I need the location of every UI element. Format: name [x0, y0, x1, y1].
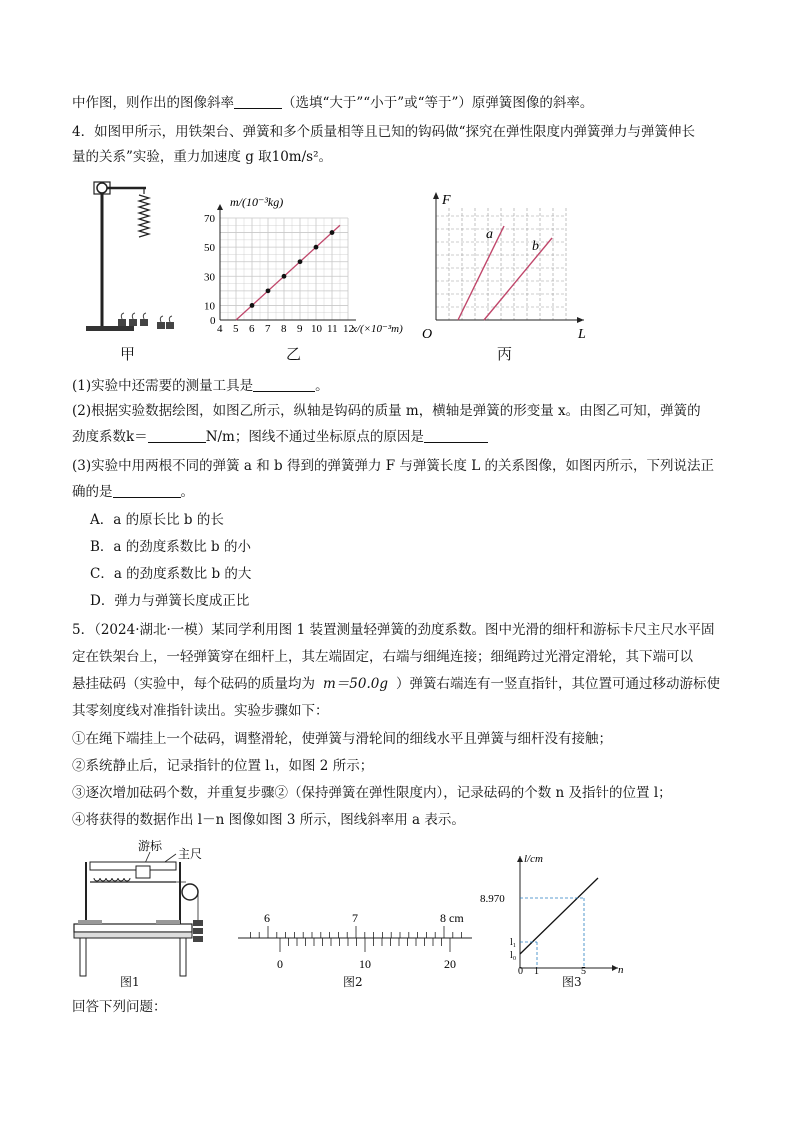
- y-axis-arrow: [433, 192, 439, 199]
- q3-tail-line: [72, 93, 593, 113]
- tick-l1: l₁: [510, 937, 517, 948]
- x-tick-label: 10: [311, 323, 322, 335]
- x-tick-label: 9: [297, 323, 303, 335]
- q5-line2: 定在铁架台上，一轻弹簧穿在细杆上，其左端固定，右端与细绳连接；细绳跨过光滑定滑轮，其下端可以: [72, 649, 693, 665]
- figure-1-caption: 图1: [120, 975, 140, 989]
- y-axis-label: l/cm: [524, 853, 543, 865]
- q5-step-3: ③逐次增加砝码个数，并重复步骤②（保持弹簧在弹性限度内），记录砝码的个数 n 及指针的位置 l；: [72, 785, 672, 801]
- data-line: [520, 878, 598, 954]
- option-c[interactable]: C．a 的劲度系数比 b 的大: [90, 566, 252, 582]
- origin-label: O: [422, 327, 433, 342]
- y-axis-label: m/(10⁻³kg): [230, 195, 284, 209]
- tick-l0: l₀: [510, 950, 517, 961]
- q5-step-2: ②系统静止后，记录指针的位置 l₁，如图 2 所示；: [72, 758, 374, 774]
- q4-stem-line2: 量的关系”实验，重力加速度 g 取10m/s²。: [72, 149, 332, 165]
- figure-bing-chart: [420, 186, 598, 346]
- tick-value: 8.970: [480, 893, 505, 905]
- q5-line3: 悬挂砝码（实验中，每个砝码的质量均为 m＝50.0g ）弹簧右端连有一竖直指针，其位置可通过移动游标使: [72, 676, 721, 692]
- y-tick-label: 50: [204, 242, 215, 255]
- q3-text: （选填“大于”“小于”或“等于”）原弹簧图像的斜率。: [282, 95, 594, 111]
- figure-3-chart: [478, 848, 628, 976]
- option-d[interactable]: D．弹力与弹簧长度成正比: [90, 593, 250, 609]
- figure-1-apparatus: [72, 838, 212, 980]
- figure-jia-iron-stand: [84, 176, 184, 336]
- vernier-label: 游标: [138, 839, 163, 853]
- q5-line4: 其零刻度线对准指针读出。实验步骤如下：: [72, 703, 329, 719]
- option-a[interactable]: A．a 的原长比 b 的长: [90, 512, 224, 528]
- q5-line1: 5．（2024·湖北·一模）某同学利用图 1 装置测量轻弹簧的劲度系数。图中光滑的细杆和游标卡尺主尺水平固: [72, 622, 715, 638]
- q4-sub3-line2: 确的是 。: [72, 484, 194, 500]
- vernier-label: 10: [359, 957, 371, 971]
- q4-sub2-line1: (2)根据实验数据绘图，如图乙所示，纵轴是钩码的质量 m，横轴是弹簧的形变量 x。由图乙可知，弹簧的: [72, 403, 701, 419]
- data-point: [266, 288, 271, 293]
- vernier-label: 0: [277, 957, 283, 971]
- q3-text: 中作图，则作出的图像斜率: [72, 95, 234, 111]
- series-a-label: a: [486, 227, 493, 242]
- data-point: [314, 245, 319, 250]
- tick-0: 0: [518, 966, 523, 976]
- x-tick-label: 7: [265, 323, 271, 335]
- answer-blank[interactable]: [234, 94, 282, 109]
- x-tick-label: 5: [233, 323, 239, 335]
- x-axis-label: n: [618, 964, 624, 976]
- answer-prompt: 回答下列问题：: [72, 999, 167, 1015]
- x-axis-arrow: [577, 317, 584, 323]
- vernier-label: 20: [444, 957, 456, 971]
- x-tick-label: 6: [249, 323, 255, 335]
- series-b-line: [484, 238, 552, 320]
- data-point: [250, 303, 255, 308]
- y-tick-label: 30: [204, 271, 215, 284]
- figure-label-bing: 丙: [497, 345, 513, 363]
- q4-stem-line1: 4．如图甲所示，用铁架台、弹簧和多个质量相等且已知的钩码做“探究在弹性限度内弹簧弹力与弹簧伸长: [72, 124, 695, 140]
- x-tick-label: 4: [217, 323, 223, 335]
- y-tick-label: 70: [204, 213, 215, 225]
- answer-blank[interactable]: [424, 428, 488, 443]
- option-b[interactable]: B．a 的劲度系数比 b 的小: [90, 539, 251, 555]
- figure-label-jia: 甲: [120, 345, 136, 363]
- data-point: [298, 259, 303, 264]
- main-scale-label: 8 cm: [440, 911, 464, 925]
- x-tick-label: 12: [343, 323, 354, 335]
- answer-blank[interactable]: [113, 483, 181, 498]
- q5-step-1: ①在绳下端挂上一个砝码，调整滑轮，使弹簧与滑轮间的细线水平且弹簧与细杆没有接触；: [72, 731, 612, 747]
- main-scale-label: 6: [264, 911, 270, 925]
- answer-blank[interactable]: [253, 377, 315, 392]
- figure-yi-chart: [198, 192, 428, 342]
- q4-sub1: (1)实验中还需要的测量工具是 。: [72, 378, 329, 394]
- q4-sub3-line1: (3)实验中用两根不同的弹簧 a 和 b 得到的弹簧弹力 F 与弹簧长度 L 的关系图像，如图丙所示，下列说法正: [72, 458, 714, 474]
- data-point: [330, 230, 335, 235]
- figure-2-vernier-scale: [234, 908, 478, 972]
- main-scale-label: 7: [352, 911, 358, 925]
- q4-sub2-line2: 劲度系数k＝ N/m；图线不通过坐标原点的原因是: [72, 427, 488, 447]
- figure-3-caption: 图3: [562, 975, 582, 989]
- q5-step-4: ④将获得的数据作出 l－n 图像如图 3 所示，图线斜率用 a 表示。: [72, 812, 465, 828]
- x-tick-label: 8: [281, 323, 287, 335]
- y-tick-label: 10: [204, 300, 215, 313]
- x-axis-label: x/(×10⁻³m): [352, 323, 403, 335]
- answer-blank[interactable]: [148, 428, 206, 443]
- data-point: [282, 274, 287, 279]
- figure-label-yi: 乙: [286, 345, 302, 363]
- x-axis-label: L: [578, 327, 586, 342]
- series-a-line: [458, 226, 504, 320]
- tick-1: 1: [534, 966, 539, 976]
- y-axis-arrow: [217, 204, 223, 210]
- series-b-label: b: [532, 239, 539, 254]
- y-axis-label: F: [442, 193, 451, 208]
- x-tick-label: 11: [327, 323, 338, 335]
- figure-2-caption: 图2: [343, 975, 363, 989]
- main-scale-label: 主尺: [178, 847, 203, 861]
- tick-5: 5: [581, 966, 586, 976]
- y-tick-label: 0: [210, 315, 216, 327]
